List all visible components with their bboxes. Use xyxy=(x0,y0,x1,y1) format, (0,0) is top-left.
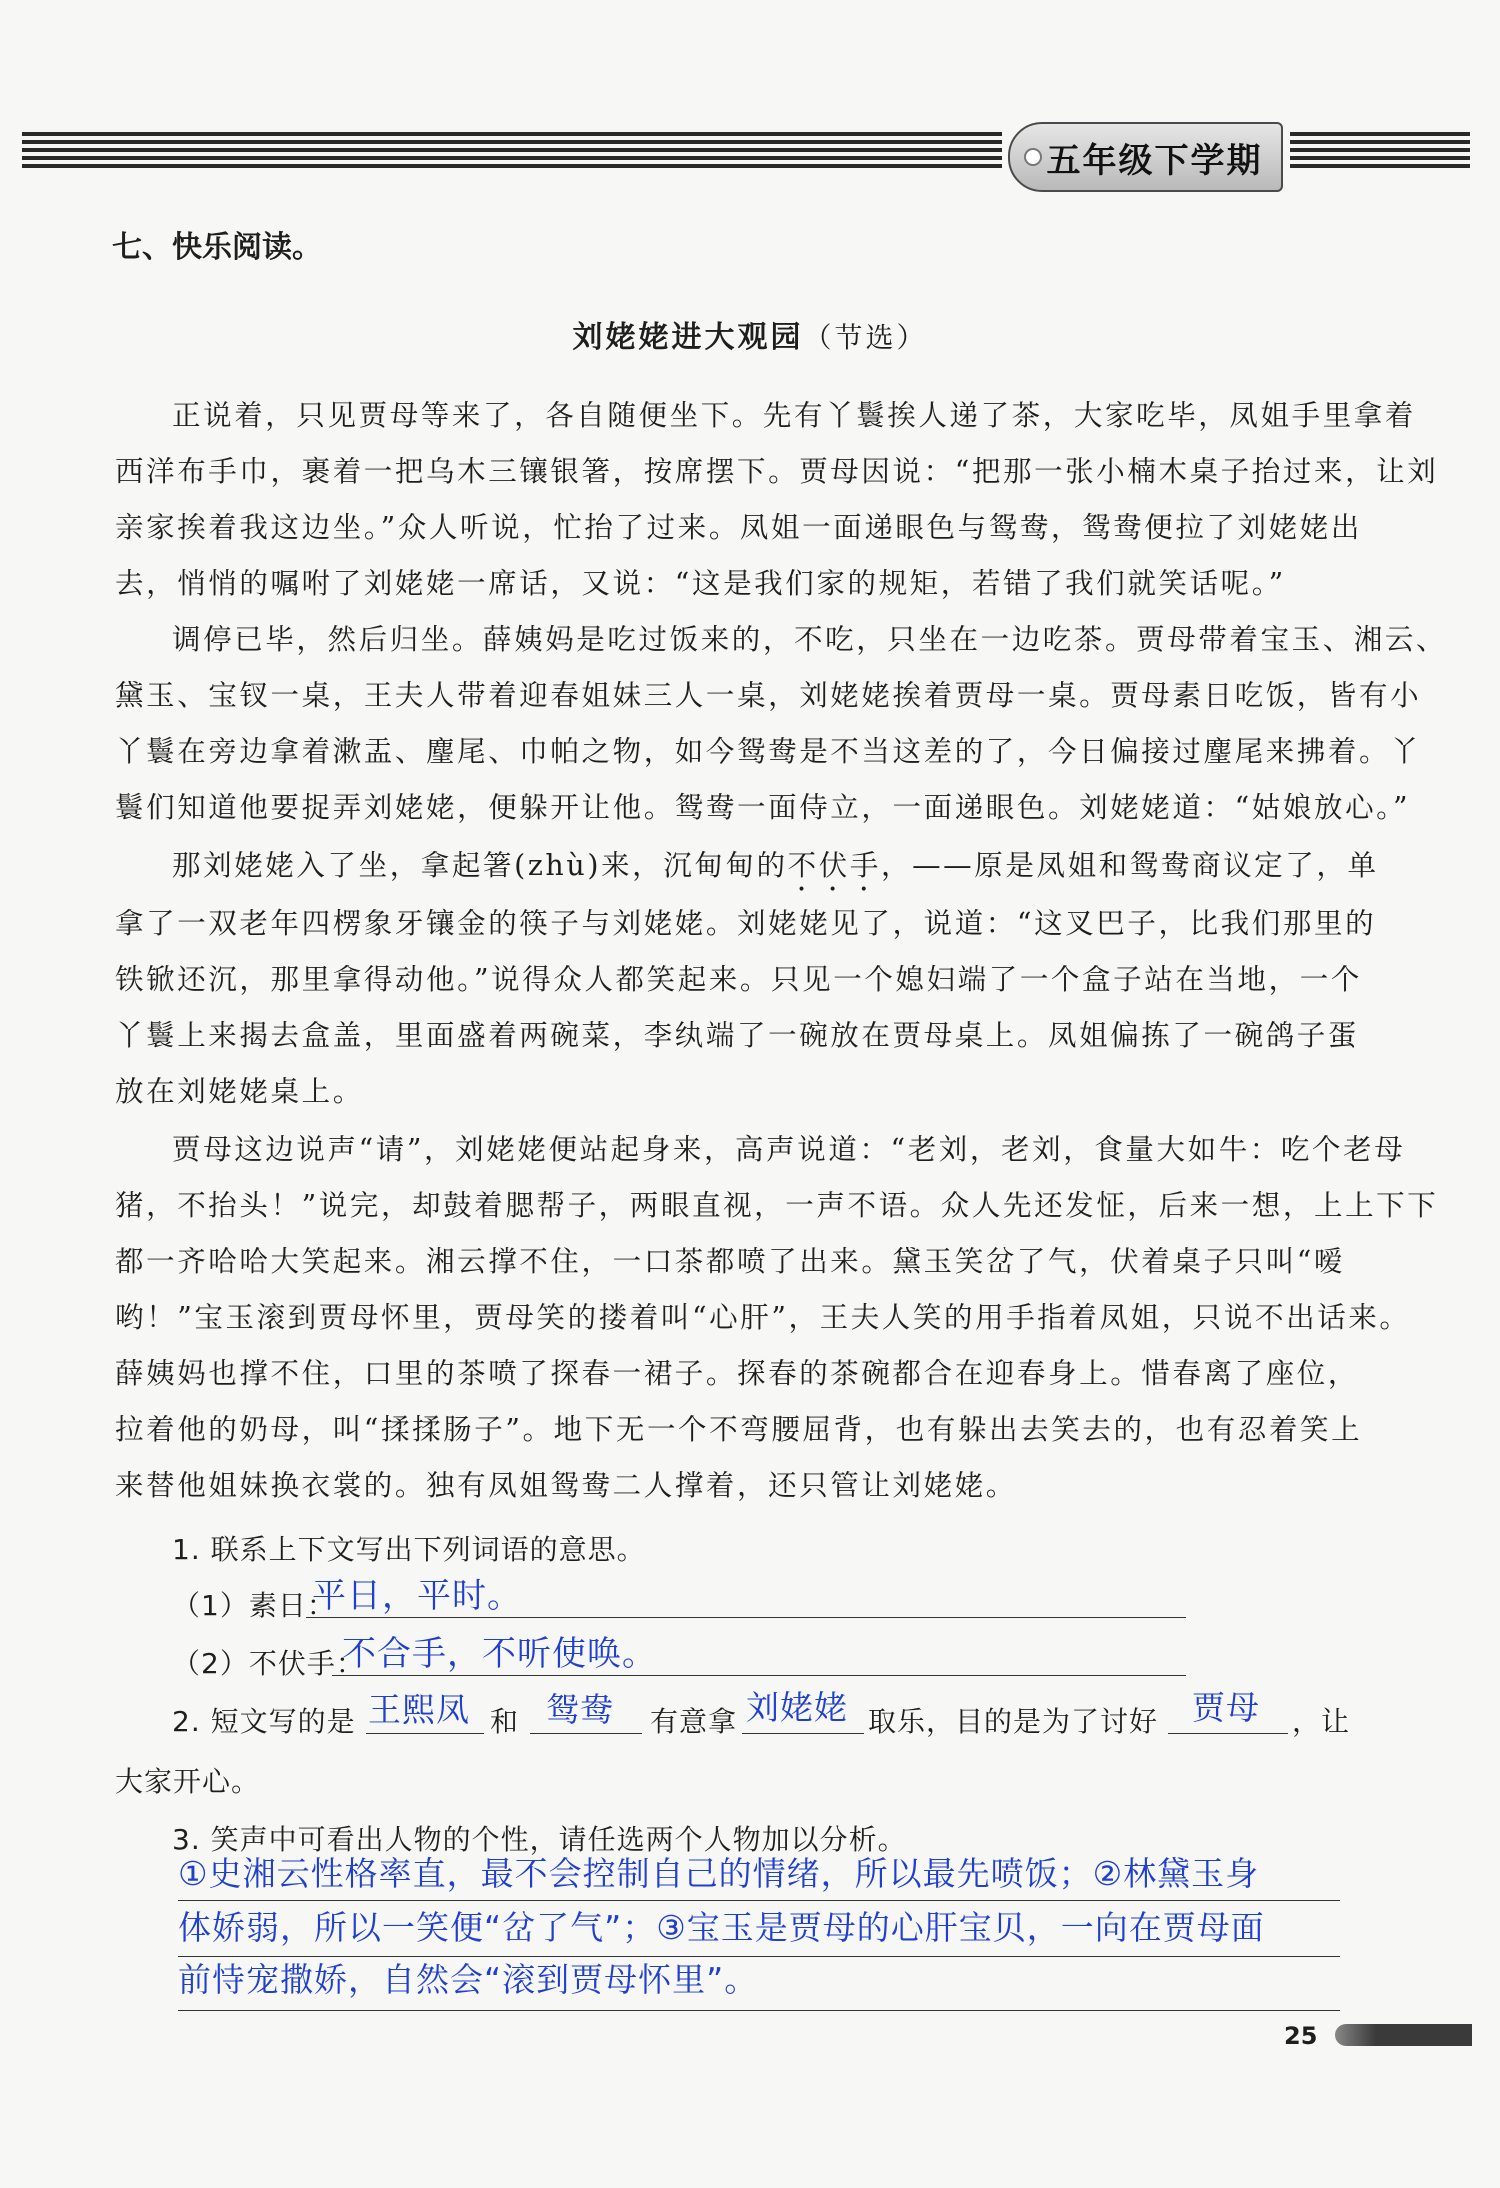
question-3-prompt: 3. 笑声中可看出人物的个性，请任选两个人物加以分析。 xyxy=(172,1823,907,1856)
question-2-part: 有意拿 xyxy=(650,1705,738,1738)
question-2-blank-3: 刘姥姥 xyxy=(746,1688,848,1727)
passage-line: 贾母这边说声“请”，刘姥姥便站起身来，高声说道：“老刘，老刘，食量大如牛：吃个老母 xyxy=(172,1133,1406,1166)
story-title xyxy=(0,312,1500,356)
story-subtitle: （节选） xyxy=(803,321,928,354)
question-3-answer-line: 前恃宠撒娇，自然会“滚到贾母怀里”。 xyxy=(178,1960,759,1999)
question-2-blank-1: 王熙凤 xyxy=(368,1690,470,1729)
section-title: 七、快乐阅读。 xyxy=(112,230,322,265)
answer-line xyxy=(742,1733,864,1734)
passage-line: 拉着他的奶母，叫“揉揉肠子”。地下无一个不弯腰屈背，也有躲出去笑去的，也有忍着笑上 xyxy=(115,1413,1363,1446)
answer-line xyxy=(178,2010,1340,2011)
page-number-bar xyxy=(1335,2024,1472,2046)
answer-line xyxy=(306,1617,1186,1618)
passage-line: 调停已毕，然后归坐。薛姨妈是吃过饭来的，不吃，只坐在一边吃茶。贾母带着宝玉、湘云、 xyxy=(172,623,1448,656)
emphasized-word: 不伏手 xyxy=(787,849,881,882)
question-3-answer-line: ①史湘云性格率直，最不会控制自己的情绪，所以最先喷饭；②林黛玉身 xyxy=(178,1854,1260,1893)
passage-line: 铁锨还沉，那里拿得动他。”说得众人都笑起来。只见一个媳妇端了一个盒子站在当地，一个 xyxy=(115,963,1362,996)
passage-line: 丫鬟在旁边拿着漱盂、麈尾、巾帕之物，如今鸳鸯是不当这差的了，今日偏接过麈尾来拂着。丫 xyxy=(115,735,1422,768)
question-1b-label: （2）不伏手： xyxy=(172,1647,365,1680)
passage-line: 薛姨妈也撑不住，口里的茶喷了探春一裙子。探春的茶碗都合在迎春身上。惜春离了座位， xyxy=(115,1357,1360,1390)
question-3-answer-line: 体娇弱，所以一笑便“岔了气”；③宝玉是贾母的心肝宝贝，一向在贾母面 xyxy=(178,1908,1265,1947)
question-1b-answer: 不合手，不听使唤。 xyxy=(342,1634,657,1674)
answer-line xyxy=(530,1733,642,1734)
story-title-text: 刘姥姥进大观园 xyxy=(572,320,804,355)
passage-line: 拿了一双老年四楞象牙镶金的筷子与刘姥姥。刘姥姥见了，说道：“这叉巴子，比我们那里的 xyxy=(115,907,1377,940)
answer-line xyxy=(366,1733,484,1734)
header-rule-left xyxy=(22,132,1002,178)
passage-line: 鬟们知道他要捉弄刘姥姥，便躲开让他。鸳鸯一面侍立，一面递眼色。刘姥姥道：“姑娘放心。” xyxy=(115,791,1411,824)
answer-line xyxy=(332,1675,1186,1676)
question-2-blank-2: 鸳鸯 xyxy=(546,1690,614,1729)
passage-text: 那刘姥姥入了坐，拿起箸(zhù)来，沉甸甸的 xyxy=(172,849,788,882)
question-1a-answer: 平日，平时。 xyxy=(312,1576,522,1616)
question-1-prompt: 1. 联系上下文写出下列词语的意思。 xyxy=(172,1533,646,1566)
passage-line: 丫鬟上来揭去盒盖，里面盛着两碗菜，李纨端了一碗放在贾母桌上。凤姐偏拣了一碗鸽子蛋 xyxy=(115,1019,1360,1052)
passage-line: 放在刘姥姥桌上。 xyxy=(115,1075,364,1108)
answer-line xyxy=(178,1900,1340,1901)
page-number: 25 xyxy=(1284,2022,1318,2050)
passage-line: 来替他姐妹换衣裳的。独有凤姐鸳鸯二人撑着，还只管让刘姥姥。 xyxy=(115,1469,1017,1502)
passage-line: 亲家挨着我这边坐。”众人听说，忙抬了过来。凤姐一面递眼色与鸳鸯，鸳鸯便拉了刘姥姥出 xyxy=(115,511,1362,544)
passage-line: 去，悄悄的嘱咐了刘姥姥一席话，又说：“这是我们家的规矩，若错了我们就笑话呢。” xyxy=(115,567,1286,600)
passage-line: 西洋布手巾，裹着一把乌木三镶银箸，按席摆下。贾母因说：“把那一张小楠木桌子抬过来，让刘 xyxy=(115,455,1439,488)
question-2-blank-4: 贾母 xyxy=(1192,1688,1260,1727)
question-2-part: 取乐，目的是为了讨好 xyxy=(868,1705,1159,1738)
passage-line: 猪，不抬头！”说完，却鼓着腮帮子，两眼直视，一声不语。众人先还发怔，后来一想，上上下下 xyxy=(115,1189,1439,1222)
grade-label: 五年级下学期 xyxy=(1046,140,1263,181)
question-2-part: 2. 短文写的是 xyxy=(172,1705,356,1738)
passage-line: 都一齐哈哈大笑起来。湘云撑不住，一口茶都喷了出来。黛玉笑岔了气，伏着桌子只叫“嗳 xyxy=(115,1245,1346,1278)
question-1a-label: （1）素日： xyxy=(172,1589,336,1622)
question-2-part: ，让 xyxy=(1292,1705,1351,1738)
passage-line: 黛玉、宝钗一桌，王夫人带着迎春姐妹三人一桌，刘姥姥挨着贾母一桌。贾母素日吃饭，皆有小 xyxy=(115,679,1422,712)
passage-line: 哟！”宝玉滚到贾母怀里，贾母笑的搂着叫“心肝”，王夫人笑的用手指着凤姐，只说不出话来。 xyxy=(115,1301,1411,1334)
passage-text: ，——原是凤姐和鸳鸯商议定了，单 xyxy=(880,849,1379,882)
passage-line xyxy=(172,846,1379,898)
question-2-part: 和 xyxy=(490,1705,520,1738)
grade-badge xyxy=(1008,122,1283,192)
badge-dot-icon xyxy=(1024,148,1042,166)
answer-line xyxy=(1168,1733,1288,1734)
header-rule-right xyxy=(1290,132,1470,178)
passage-line: 正说着，只见贾母等来了，各自随便坐下。先有丫鬟挨人递了茶，大家吃毕，凤姐手里拿着 xyxy=(172,399,1417,432)
question-2-part: 大家开心。 xyxy=(115,1765,261,1798)
